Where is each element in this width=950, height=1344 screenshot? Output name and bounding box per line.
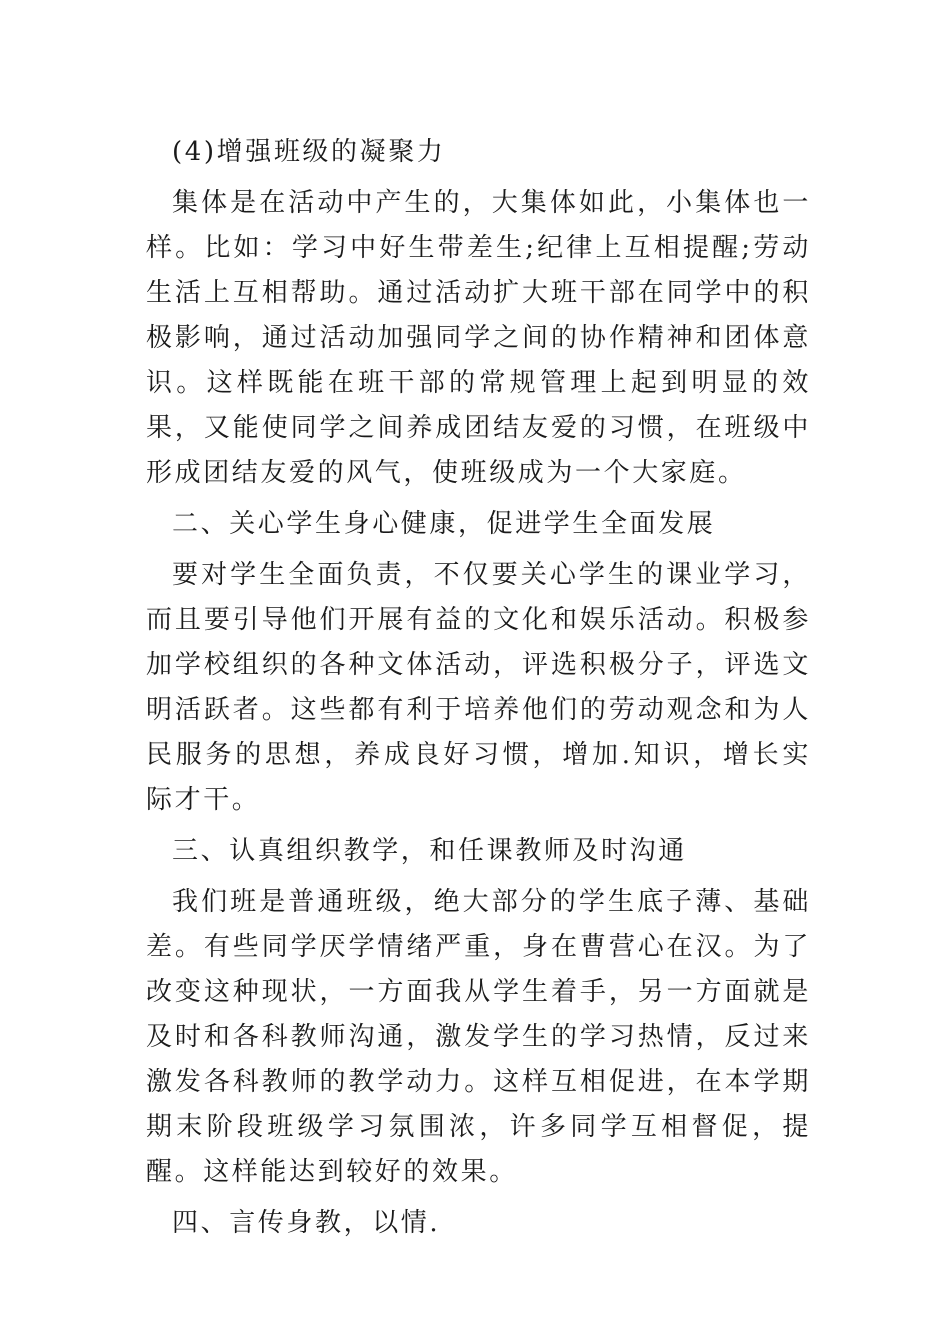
document-body — [146, 130, 811, 1252]
section-heading-health: 二、关心学生身心健康，促进学生全面发展 — [172, 509, 716, 539]
paragraph-health: 要对学生全面负责，不仅要关心学生的课业学习，而且要引导他们开展有益的文化和娱乐活动。积极参加学校组织的各种文体活动，评选积极分子，评选文明活跃者。这些都有利于培养他们的劳动观念和为人民服务的思想，养成良好习惯，增加.知识，增长实际才干。 — [146, 560, 811, 815]
subheading-cohesion: (4)增强班级的凝聚力 — [172, 137, 446, 167]
paragraph-teaching: 我们班是普通班级，绝大部分的学生底子薄、基础差。有些同学厌学情绪严重，身在曹营心在汉。为了改变这种现状，一方面我从学生着手，另一方面就是及时和各科教师沟通，激发学生的学习热情，反过来激发各科教师的教学动力。这样互相促进，在本学期期末阶段班级学习氛围浓，许多同学互相督促，提醒。这样能达到较好的效果。 — [146, 887, 811, 1187]
section-heading-example: 四、言传身教，以情. — [172, 1208, 441, 1238]
section-heading-teaching: 三、认真组织教学，和任课教师及时沟通 — [172, 836, 687, 866]
paragraph-collective: 集体是在活动中产生的，大集体如此，小集体也一样。比如：学习中好生带差生;纪律上互相提醒;劳动生活上互相帮助。通过活动扩大班干部在同学中的积极影响，通过活动加强同学之间的协作精神和团体意识。这样既能在班干部的常规管理上起到明显的效果，又能使同学之间养成团结友爱的习惯，在班级中形成团结友爱的风气，使班级成为一个大家庭。 — [146, 188, 811, 488]
